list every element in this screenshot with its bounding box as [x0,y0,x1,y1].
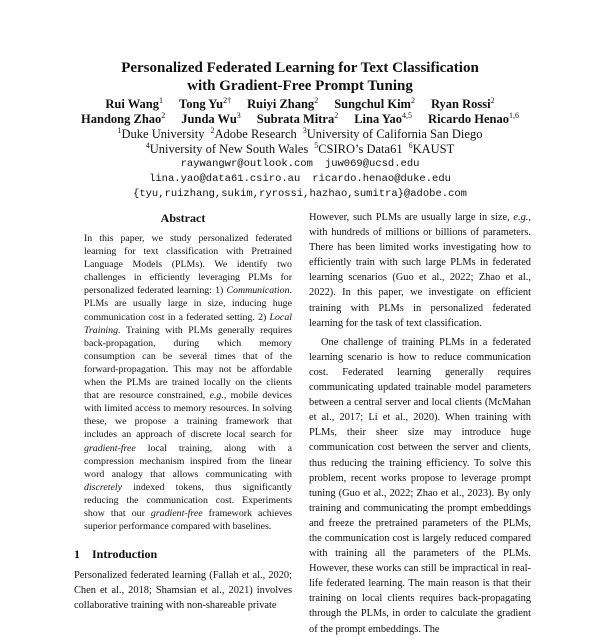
emails-row-1 [40,157,560,172]
abstract-body [74,232,292,533]
emails-row-3 [40,187,560,202]
intro-paragraph-left: Personalized federated learning (Fallah et al., 2020; Chen et al., 2018; Shamsian et al., 2021) involves collaborative training with non-shareable private [74,570,292,612]
paper-title [60,59,540,95]
row2-affiliation-2: $^5$CSIRO’s Data61 [314,140,403,156]
emphasis: e.g. [513,212,529,223]
email-1: raywangwr@outlook.com [180,158,313,170]
row1-author-5: Ryan Rossi$^2$ [430,95,495,111]
title-line-1: Personalized Federated Learning for Text Classification [121,60,479,76]
email-4: ricardo.henao@duke.edu [312,173,451,185]
row2-author-2: Junda Wu$^3$ [181,110,241,126]
emphasis: discretely [84,481,123,493]
author-superscript: 2 [490,95,495,105]
row1-affiliation-2: $^2$Adobe Research [210,125,297,141]
author-superscript: 1,6 [508,110,519,120]
emphasis: gradient-free [84,442,136,454]
row1-affiliation-3: $^3$University of California San Diego [302,125,483,141]
author-superscript: 2 [410,95,415,105]
row2-author-4: Lina Yao$^{4,5}$ [354,110,413,126]
author-block [40,97,560,202]
left-column [74,210,292,613]
author-superscript: 2 [314,95,319,105]
row2-affiliation-1: $^4$University of New South Wales [145,140,309,156]
affiliation-superscript: 2 [210,125,215,135]
row2-affiliation-3: $^6$KAUST [408,140,455,156]
emphasis: gradient-free [150,507,203,519]
row1-author-2: Tong $Yu^{2\dagger}$ [179,95,232,111]
author-names-row-1 [40,97,560,112]
right-paragraph-1: However, such PLMs are usually large in size, e.g., with hundreds of millions or billions of parameters. There has been limited works investigating how to efficiently train with such large PLMs in federated learning scenarios (Guo et al., 2022; Zhao et al., 2022). In this paper, we investigate on efficient training with PLMs in personalized federated learning for the task of text classification. [309,212,531,329]
emphasis: Local Training [84,311,292,336]
row1-author-4: Sungchul Kim$^2$ [334,95,415,111]
row1-author-3: Ruiyi Zhang$^2$ [247,95,319,111]
author-superscript: 1 [159,95,163,105]
row2-author-5: Ricardo Henao$^{1,6}$ [428,110,519,126]
right-column [309,210,531,637]
email-group: {tyu,ruizhang,sukim,ryrossi,hazhao,sumitra}@adobe.com [133,188,467,200]
email-3: lina.yao@data61.csiro.au [149,173,301,185]
abstract-heading: Abstract [160,211,206,225]
author-superscript: 2 [161,110,166,120]
abstract-text: In this paper, we study personalized federated learning for text classification with Pretrained Language Models (PLMs). We identify two challenges in efficiently leveraging PLMs for personalized federated learning: 1) Communication. PLMs are usually large in size, inducing huge communication cost in a federated setting. 2) Local Training. Training with PLMs generally requires back-propagation, during which memory consumption can be several times that of the forward-propagation. This may not be affordable when the PLMs are trained locally on the clients that are resource constrained, e.g., mobile devices with limited access to memory resources. In solving these, we propose a training framework that includes an approach of discrete local search for gradient-free local training, along with a compression mechanism inspired from the linear word analogy that allows communicating with discretely indexed tokens, thus significantly reducing the communication cost. Experiments show that our gradient-free framework achieves superior performance compared with baselines. [84,233,292,533]
right-paragraph-2: One challenge of training PLMs in a federated learning scenario is how to reduce communication cost. Federated learning generally requires communicating updated trainable model parameters between a central server and local clients (McMahan et al., 2017; Li et al., 2020). When training with PLMs, their sheer size may introduce huge communication cost between the server and clients, thus reducing the training efficiency. To solve this problem, recent works propose to leverage prompt tuning (Guo et al., 2022; Zhao et al., 2023). By only training and communicating the prompt embeddings and freeze the pretrained parameters of the PLMs, the communication cost is largely reduced compared with training all the parameters of the PLMs. However, these works can still be impractical in real-life federated learning. The main reason is that their training on local clients requires back-propagating through the PLMs, in order to calculate the gradient of the prompt embeddings. The [309,336,531,635]
section-title: Introduction [92,547,158,562]
emails-row-2 [40,172,560,187]
affiliation-superscript: 5 [314,140,319,150]
row1-author-1: Rui Wang$^1$ [105,95,163,111]
affiliation-superscript: 3 [302,125,307,135]
section-heading-introduction [74,546,292,562]
affiliation-superscript: 6 [408,140,413,150]
affiliations-row-2 [40,142,560,157]
affiliations-row-1 [40,127,560,142]
emphasis: Communication [226,285,290,297]
row2-author-3: Subrata Mitra$^2$ [256,110,339,126]
author-superscript: 2 [334,110,339,120]
emphasis: e.g. [209,390,224,402]
author-superscript: 4,5 [402,110,413,120]
affiliation-superscript: 1 [117,125,122,135]
section-number: 1 [74,547,80,562]
author-superscript: 2† [223,95,232,105]
row2-author-1: Handong Zhao$^2$ [81,110,166,126]
affiliation-superscript: 4 [145,140,150,150]
email-2: juw069@ucsd.edu [324,158,420,170]
author-names-row-2 [40,112,560,127]
row1-affiliation-1: $^1$Duke University [117,125,205,141]
title-line-2: with Gradient-Free Prompt Tuning [187,78,413,94]
author-superscript: 3 [236,110,241,120]
